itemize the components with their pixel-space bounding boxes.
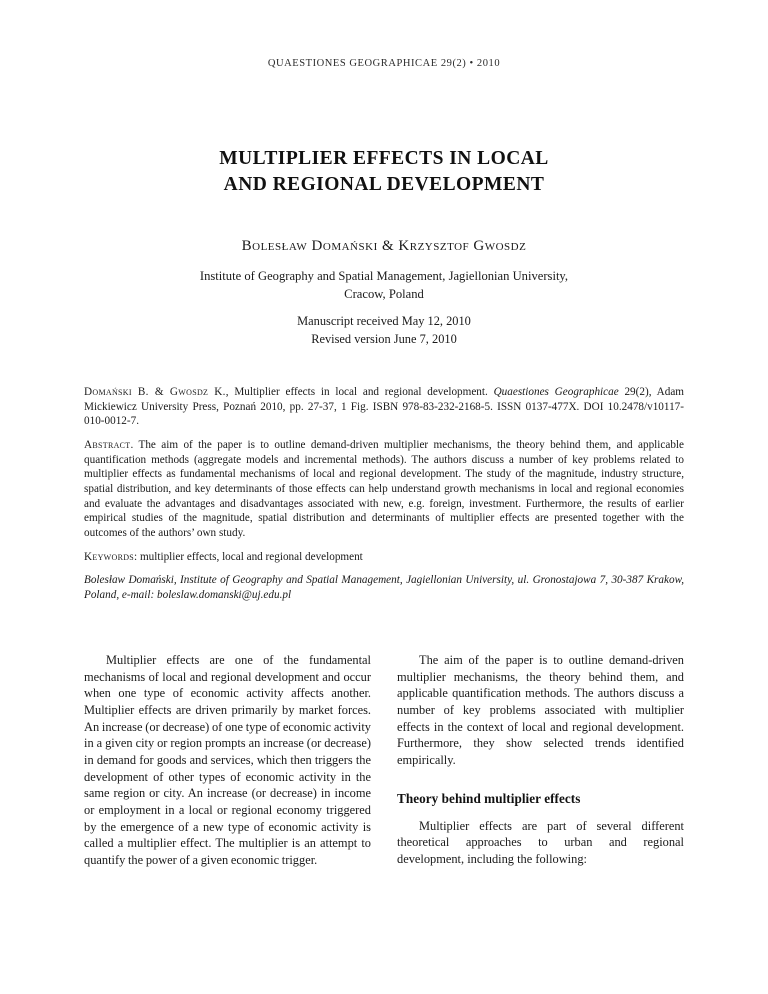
keywords-label: Keywords (84, 550, 135, 563)
citation-post-journal: 29(2), Adam Mickiewicz University Press, Poznań 2010, pp. 27-37, 1 Fig. ISBN 978-83-232-2168-5. ISSN 0137-477X. DOI 10.2478/v10117-010-0012-7. (84, 386, 684, 428)
title-line-2: AND REGIONAL DEVELOPMENT (223, 173, 545, 195)
affiliation-line-1: Institute of Geography and Spatial Management, Jagiellonian University, (199, 269, 569, 283)
manuscript-dates (134, 313, 634, 349)
abstract-text: . The aim of the paper is to outline demand-driven multiplier mechanisms, the theory behind them, and applicable quantification methods (aggregate models and incremental methods). The authors discuss a number of key problems related to multiplier effects as fundamental mechanisms of local and regional development. The study of the magnitude, industry structure, spatial distribution, and key determinants of those effects can help understand growth mechanisms in local and regional economies and evaluate the advantages and disadvantages associated with new, e.g. foreign, investment. Furthermore, the results of earlier empirical studies of the magnitude, spatial distribution and determinants of multiplier effects are presented together with the outcomes of the authors’ own study. (84, 439, 684, 540)
citation-line (84, 385, 684, 429)
journal-running-head: QUAESTIONES GEOGRAPHICAE 29(2) • 2010 (267, 58, 501, 69)
abstract-label: Abstract (84, 439, 131, 452)
citation-pre-journal: , Multiplier effects in local and regional development. (225, 386, 494, 398)
abstract-block (84, 385, 684, 603)
author-list: Bolesław Domański & Krzysztof Gwosdz (241, 238, 527, 254)
body-paragraph-intro: Multiplier effects are one of the fundamental mechanisms of local and regional development and occur when one type of economic activity affects another. Multiplier effects are driven primarily by market forces. An increase (or decrease) of one type of economic activity in a given city or region prompts an increase (or decrease) in demand for goods and services, which then triggers the development of other types of economic activity in the same region or city. An increase (or decrease) in income or employment in a local or regional economy triggered by the emergence of a new type of economic activity is called a multiplier effect. The multiplier is an attempt to quantify the power of a given economic trigger. (84, 653, 371, 868)
body-column-left (84, 652, 371, 932)
body-columns (84, 652, 684, 932)
corresponding-author-contact: Bolesław Domański, Institute of Geography and Spatial Management, Jagiellonian University, ul. Gronostajowa 7, 30-387 Krakow, Poland, e-mail: boleslaw.domanski@uj.edu.pl (84, 574, 684, 602)
affiliation-line-2: Cracow, Poland (344, 286, 424, 301)
keywords-line (84, 550, 684, 565)
author-affiliation (134, 268, 634, 304)
keywords-text: : multiplier effects, local and regional development (134, 550, 363, 563)
body-paragraph-theory: Multiplier effects are part of several different theoretical approaches to urban and regional development, including the following: (397, 818, 684, 867)
abstract-paragraph (84, 438, 684, 541)
manuscript-received-date: Manuscript received May 12, 2010 (297, 314, 471, 328)
manuscript-revised-date: Revised version June 7, 2010 (311, 331, 457, 346)
citation-authors: Domański B. & Gwosdz K. (84, 386, 226, 398)
citation-journal-name: Quaestiones Geographicae (493, 386, 619, 398)
page-title (84, 146, 684, 198)
title-line-1: MULTIPLIER EFFECTS IN LOCAL (219, 148, 549, 169)
section-heading-theory: Theory behind multiplier effects (397, 790, 581, 806)
body-column-right (397, 652, 684, 932)
body-paragraph-aim: The aim of the paper is to outline demand-driven multiplier mechanisms, the theory behind them, and applicable quantification methods. The authors discuss a number of key problems associated with multiplier effects in the context of local and regional development. Furthermore, they show selected trends identified empirically. (397, 653, 684, 768)
